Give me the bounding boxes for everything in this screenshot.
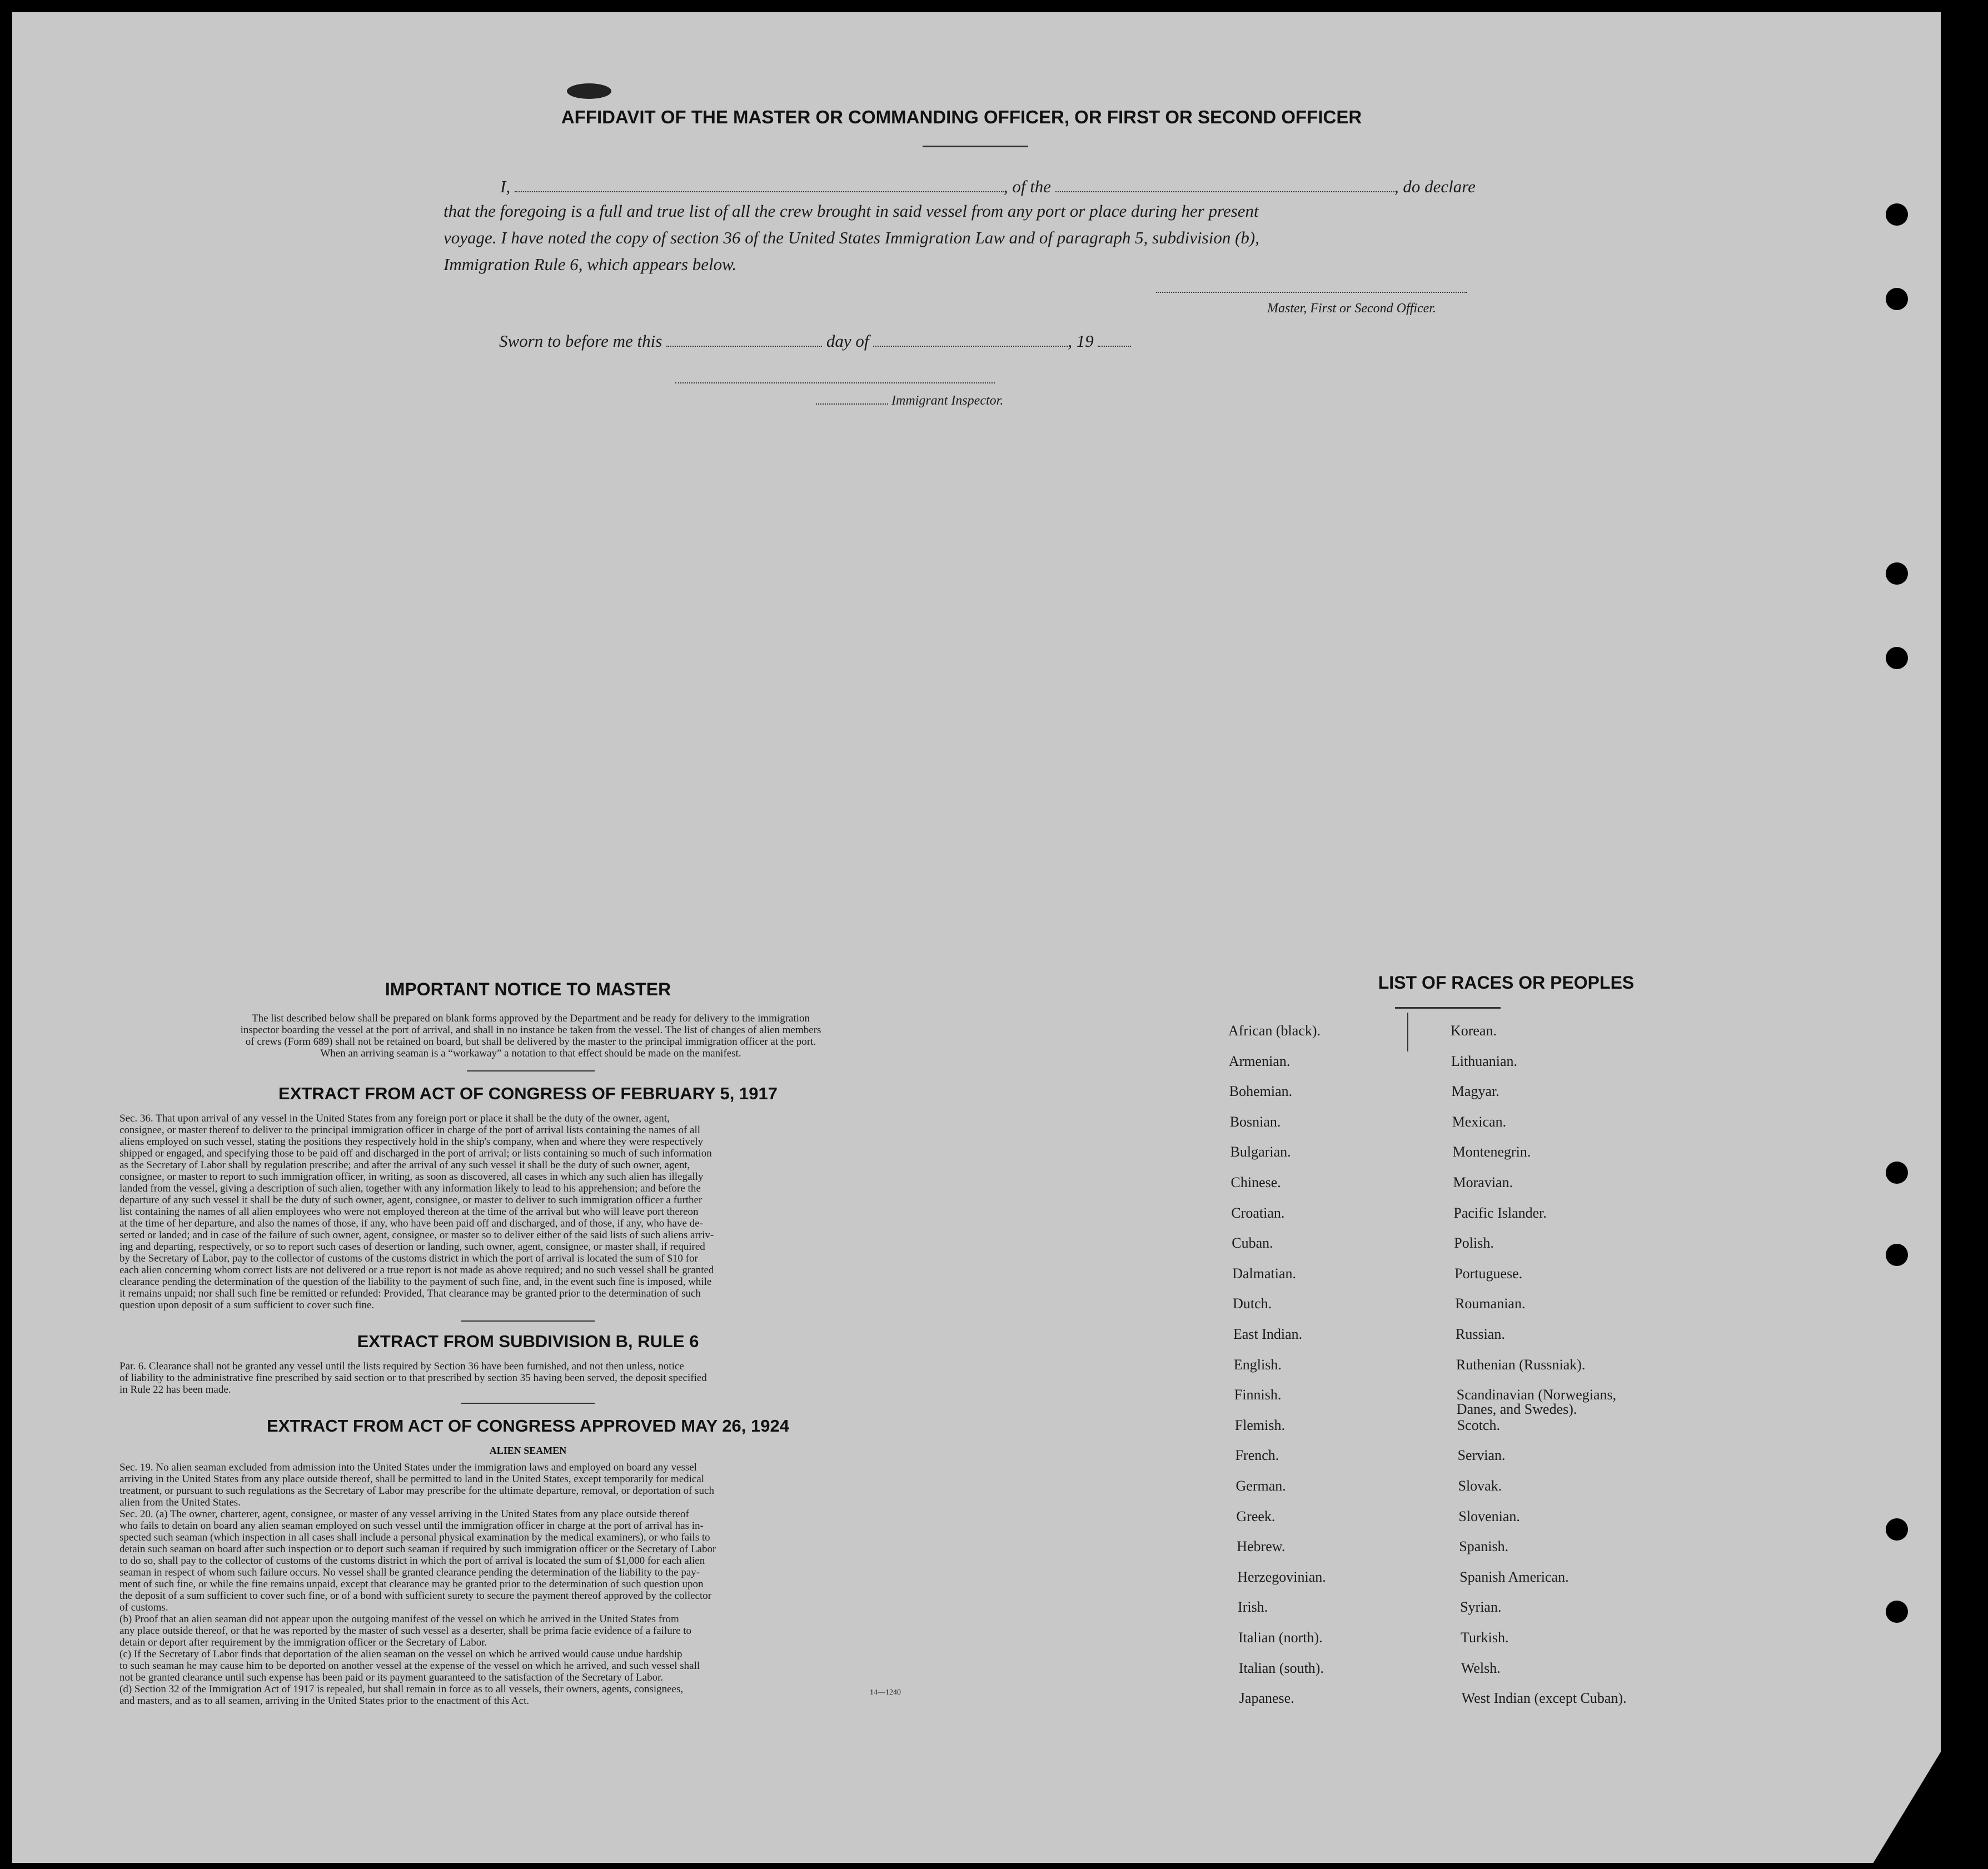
race-item-right: Spanish. <box>1459 1538 1509 1555</box>
race-item-left: Armenian. <box>1228 1053 1291 1069</box>
punch-hole <box>1886 1244 1908 1266</box>
act-1924-title: EXTRACT FROM ACT OF CONGRESS APPROVED MAY 26, 1924 <box>267 1416 789 1436</box>
vessel-blank[interactable] <box>1055 191 1394 192</box>
officer-signature-blank[interactable] <box>1156 292 1467 293</box>
race-item-left: East Indian. <box>1233 1326 1303 1342</box>
sworn-day-blank[interactable] <box>666 346 822 347</box>
race-item-left: Croatian. <box>1231 1204 1285 1221</box>
inspector-caption-text: Immigrant Inspector. <box>891 393 1004 408</box>
race-item-left: Irish. <box>1238 1599 1268 1616</box>
act-1917-divider <box>461 1320 595 1322</box>
race-item-left: Hebrew. <box>1237 1538 1286 1555</box>
of-the-label: , of the <box>1003 177 1052 196</box>
sworn-year-blank[interactable] <box>1098 346 1131 347</box>
act-1917-title: EXTRACT FROM ACT OF CONGRESS OF FEBRUARY 5, 1917 <box>278 1084 778 1103</box>
races-column-divider <box>1407 1013 1408 1051</box>
sworn-month-blank[interactable] <box>873 346 1068 347</box>
race-item-right: Polish. <box>1454 1235 1494 1252</box>
race-item-left: Dalmatian. <box>1232 1265 1296 1282</box>
punch-hole <box>1886 203 1908 226</box>
race-item-left: Dutch. <box>1233 1295 1272 1312</box>
race-item-left: Italian (south). <box>1238 1659 1324 1676</box>
race-item-left: English. <box>1233 1356 1282 1373</box>
name-blank[interactable] <box>515 191 1004 192</box>
race-item-right: West Indian (except Cuban). <box>1461 1690 1627 1707</box>
ink-smudge <box>567 83 611 99</box>
race-item-right: Welsh. <box>1461 1659 1501 1676</box>
race-item-left: Flemish. <box>1234 1417 1285 1433</box>
sworn-label: Sworn to before me this <box>499 331 662 351</box>
race-item-left: Herzegovinian. <box>1237 1568 1326 1585</box>
race-item-left: Japanese. <box>1239 1690 1294 1707</box>
race-item-right: Servian. <box>1457 1447 1506 1464</box>
notice-divider <box>467 1070 595 1071</box>
affidavit-title: AFFIDAVIT OF THE MASTER OR COMMANDING OFFICER, OR FIRST OR SECOND OFFICER <box>561 107 1362 127</box>
act-1917-body: Sec. 36. That upon arrival of any vessel in the United States from any foreign port or place it shall be the duty of the owner, agent, consignee, or master thereof to deliver to the principal immigration officer in charge of the port of arrival lists containing the names of all aliens employed on such vessel, stating the positions they respectively hold in the ship's company, when and where they were respectively shipped or engaged, and specifying those to be paid off and discharged in the port of arrival; or lists containing so much of such information as the Secretary of Labor shall by regulation prescribe; and after the arrival of any such vessel it shall be the duty of such owner, agent, consignee, or master to report to such immigration officer, in writing, as soon as discovered, all cases in which any such alien has illegally landed from the vessel, giving a description of such alien, together with any information likely to lead to his apprehension; and before the departure of any such vessel it shall be the duty of such owner, agent, consignee, or master to deliver to such immigration officer a further list containing the names of all alien employees who were not employed thereon at the time of the arrival but who will leave port thereon at the time of her departure, and also the names of those, if any, who have been paid off and discharged, and of those, if any, who have de- serted or landed; and in case of the failure of such owner, agent, consignee, or master so to deliver either of the said lists of such aliens arriv- ing and departing, respectively, or so to report such cases of desertion or landing, such owner, agent, consignee, or master shall, if required by the Secretary of Labor, pay to the collector of customs of the customs district in which the port of arrival is located the sum of $10 for each alien concerning whom correct lists are not delivered or a true report is not made as above required; and no such vessel shall be granted clearance pending the determination of the question of the liability to the payment of such fine, and, in the event such fine is imposed, while it remains unpaid; nor shall such fine be remitted or refunded: Provided, That clearance may be granted prior to the determination of such question upon deposit of a sum sufficient to cover such fine. <box>119 1113 714 1311</box>
race-item-right: Turkish. <box>1461 1629 1509 1646</box>
punch-hole <box>1886 647 1908 669</box>
race-item-right: Syrian. <box>1460 1599 1502 1616</box>
statement-line-3: Immigration Rule 6, which appears below. <box>444 255 737 274</box>
races-divider <box>1395 1007 1501 1009</box>
race-item-right: Montenegrin. <box>1452 1144 1531 1160</box>
race-item-right: Roumanian. <box>1455 1295 1526 1312</box>
race-item-right: Magyar. <box>1451 1083 1499 1100</box>
race-item-right: Moravian. <box>1453 1174 1513 1190</box>
race-item-right: Ruthenian (Russniak). <box>1456 1356 1586 1373</box>
notice-body: The list described below shall be prepared on blank forms approved by the Department and be ready for delivery to the immigration inspector boarding the vessel at the port of arrival, and shall in no instance be taken from the vessel. The list of changes of alien members of crews (Form 689) shall not be retained on board, but shall be delivered by the master to the principal immigration officer at the port. When an arriving seaman is a “workaway” a notation to that effect should be made on the manifest. <box>240 1013 821 1059</box>
act-1924-body: Sec. 19. No alien seaman excluded from admission into the United States under the immigration laws and employed on board any vessel arriving in the United States from any place outside thereof, shall be permitted to land in the United States, except temporarily for medical treatment, or pursuant to such regulations as the Secretary of Labor may prescribe for the ultimate departure, removal, or deportation of such alien from the United States. Sec. 20. (a) The owner, charterer, agent, consignee, or master of any vessel arriving in the United States from any place outside thereof who fails to detain on board any alien seaman employed on such vessel until the immigration officer in charge at the port of arrival has in- spected such seaman (which inspection in all cases shall include a personal physical examination by the medical examiners), or who fails to detain such seaman on board after such inspection or to deport such seaman if required by such immigration officer or the Secretary of Labor to do so, shall pay to the collector of customs of the customs district in which the port of arrival is located the sum of $1,000 for each alien seaman in respect of whom such failure occurs. No vessel shall be granted clearance pending the determination of the liability to the pay- ment of such fine, or while the fine remains unpaid, except that clearance may be granted prior to the determination of such question upon the deposit of a sum sufficient to cover such fine, or of a bond with sufficient surety to secure the payment thereof approved by the collector of customs. (b) Proof that an alien seaman did not appear upon the outgoing manifest of the vessel on which he arrived in the United States from any place outside thereof, or that he was reported by the master of such vessel as a deserter, shall be prima facie evidence of a failure to detain or deport after requirement by the immigration officer or the Secretary of Labor. (c) If the Secretary of Labor finds that deportation of the alien seaman on the vessel on which he arrived would cause undue hardship to such seaman he may cause him to be deported on another vessel at the expense of the vessel on which he arrived, and such vessel shall not be granted clearance until such expense has been paid or its payment guaranteed to the satisfaction of the Secretary of Labor. (d) Section 32 of the Immigration Act of 1917 is repealed, but shall remain in force as to all vessels, their owners, agents, consignees, and masters, and as to all seamen, arriving in the United States prior to the enactment of this Act. <box>119 1462 716 1707</box>
race-item-left: Bohemian. <box>1229 1083 1293 1100</box>
race-item-left: Greek. <box>1236 1508 1275 1524</box>
race-item-left: Cuban. <box>1232 1235 1273 1252</box>
year-label: , 19 <box>1068 331 1094 351</box>
sworn-line <box>499 331 1131 351</box>
punch-hole <box>1886 562 1908 585</box>
races-title: LIST OF RACES OR PEOPLES <box>1378 973 1635 993</box>
form-number: 14—1240 <box>870 1688 901 1697</box>
statement-line-2: voyage. I have noted the copy of section 36 of the United States Immigration Law and of paragraph 5, subdivision (b), <box>444 228 1259 247</box>
race-item-left: African (black). <box>1228 1023 1321 1039</box>
punch-hole <box>1886 1162 1908 1184</box>
race-item-right: Scandinavian (Norwegians, Danes, and Swedes). <box>1456 1387 1617 1418</box>
rule6-title: EXTRACT FROM SUBDIVISION B, RULE 6 <box>357 1332 699 1351</box>
race-item-right: Spanish American. <box>1459 1568 1569 1585</box>
race-item-right: Russian. <box>1456 1326 1505 1342</box>
race-item-right: Slovenian. <box>1458 1508 1520 1524</box>
inspector-signature-blank[interactable] <box>675 382 995 383</box>
race-item-left: Italian (north). <box>1238 1629 1323 1646</box>
punch-hole <box>1886 288 1908 310</box>
race-item-right: Scotch. <box>1457 1417 1500 1433</box>
race-item-right: Portuguese. <box>1454 1265 1523 1282</box>
inspector-caption <box>816 393 1003 408</box>
race-item-right: Korean. <box>1451 1023 1497 1039</box>
race-item-right: Pacific Islander. <box>1453 1204 1547 1221</box>
do-declare-label: , do declare <box>1394 177 1476 196</box>
race-item-left: Finnish. <box>1234 1387 1282 1403</box>
rule6-body: Par. 6. Clearance shall not be granted any vessel until the lists required by Section 36 have been furnished, and not then unless, notice of liability to the administrative fine prescribed by said section or to that prescribed by section 35 having been served, the deposit specified in Rule 22 has been made. <box>119 1360 707 1395</box>
race-item-left: Chinese. <box>1230 1174 1281 1190</box>
punch-hole <box>1886 1601 1908 1623</box>
inspector-caption-leader <box>816 403 888 405</box>
officer-signature-caption: Master, First or Second Officer. <box>1267 301 1436 316</box>
race-item-left: Bulgarian. <box>1230 1144 1291 1160</box>
i-label: I, <box>500 177 511 196</box>
punch-hole <box>1886 1518 1908 1541</box>
race-item-left: Bosnian. <box>1229 1113 1281 1130</box>
rule6-divider <box>461 1403 595 1404</box>
race-item-right: Slovak. <box>1458 1478 1502 1494</box>
race-item-right: Lithuanian. <box>1451 1053 1518 1069</box>
act-1924-subtitle: ALIEN SEAMEN <box>489 1445 567 1456</box>
race-item-left: French. <box>1235 1447 1279 1464</box>
notice-title: IMPORTANT NOTICE TO MASTER <box>385 979 671 999</box>
race-item-left: German. <box>1235 1478 1286 1494</box>
race-item-right: Mexican. <box>1452 1113 1507 1130</box>
declaration-line <box>500 177 1476 197</box>
day-of-label: day of <box>826 331 869 351</box>
statement-line-1: that the foregoing is a full and true list of all the crew brought in said vessel from any port or place during her present <box>444 201 1259 221</box>
affidavit-divider <box>923 146 1028 147</box>
